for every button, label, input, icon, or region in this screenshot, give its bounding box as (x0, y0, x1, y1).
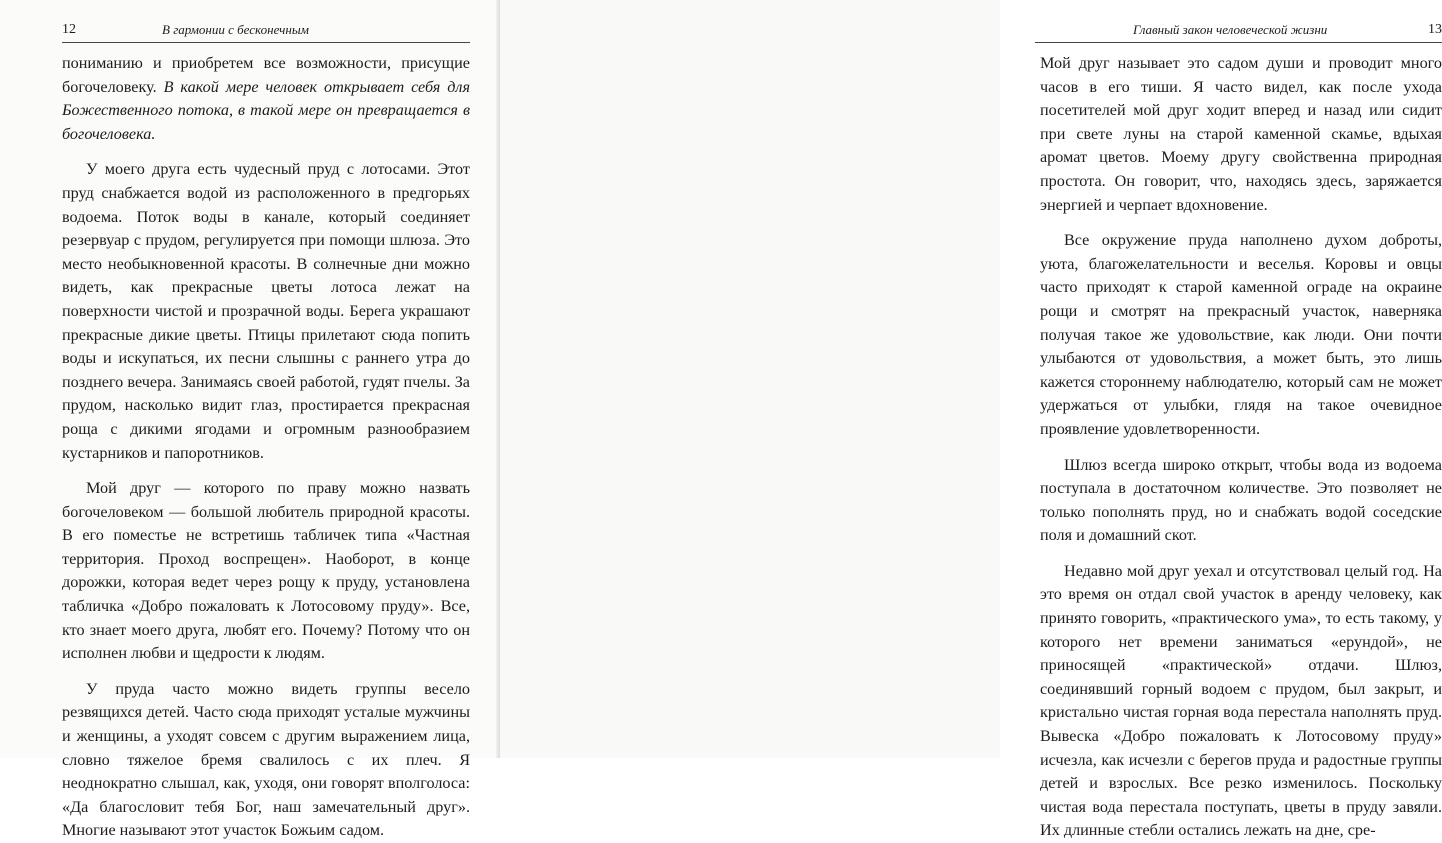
right-paragraph-1: Мой друг называет это садом души и проводит много часов в его тиши. Я часто видел, как после ухода посетителей мой друг ходит вперед и назад или сидит при свете луны на старой каменной скамье, вдыхая аромат цветов. Моему другу свойственна природная простота. Он говорит, что, находясь здесь, заряжается энергией и черпает вдохновение. (1040, 54, 1442, 214)
left-paragraph-1-italic: В какой мере человек открывает себя для Божественного потока, в такой мере он превращается в богочеловека. (62, 77, 470, 143)
right-paragraph-4: Недавно мой друг уехал и отсутствовал целый год. На это время он отдал свой участок в аренду человеку, как принято говорить, «практического ума», то есть такому, у которого нет времени заниматься «ерундой», не приносящей «практической» отдачи. Шлюз, соединявший горный водоем с прудом, был закрыт, и кристально чистая горная вода перестала наполнять пруд. Вывеска «Добро пожаловать к Лотосовому пруду» исчезла, как исчезли с берегов пруда и радостные группы детей и взрослых. Все резко изменилось. Поскольку чистая вода перестала поступать, цветы в пруду завяли. Их длинные стебли остались лежать на дне, сре- (1040, 561, 1442, 840)
left-paragraph-1 (62, 52, 470, 146)
left-page-body (62, 52, 470, 843)
right-paragraph-2: Все окружение пруда наполнено духом доброты, уюта, благожелательности и веселья. Коровы и овцы часто приходят к старой каменной ограде на окраине рощи и смотрят на прекрасный участок, наверняка получая такое же удовольствие, как люди. Они почти улыбаются от удовольствия, а может быть, это лишь кажется стороннему наблюдателю, который сам не может удержаться от улыбки, глядя на такое очевидное проявление удовлетворенности. (1040, 231, 1442, 438)
right-page-number: 13 (1428, 22, 1442, 37)
left-running-head-title: В гармонии с бесконечным (162, 22, 309, 37)
left-page-number: 12 (62, 22, 76, 37)
right-paragraph-3: Шлюз всегда широко открыт, чтобы вода из водоема поступала в достаточном количестве. Это позволяет не только пополнять пруд, но и снабжать водой соседские поля и домашний скот. (1040, 455, 1442, 545)
right-running-head-title: Главный закон человеческой жизни (1133, 22, 1328, 37)
right-page-body (1040, 52, 1442, 843)
left-paragraph-2: У моего друга есть чудесный пруд с лотосами. Этот пруд снабжается водой из расположенного в предгорьях водоема. Поток воды в канале, который соединяет резервуар с прудом, регулируется при помощи шлюза. Это место необыкновенной красоты. В солнечные дни можно видеть, как прекрасные цветы лотоса лежат на поверхности чистой и прозрачной воды. Берега украшают прекрасные дикие цветы. Птицы прилетают сюда попить воды и искупаться, их песни слышны с раннего утра до позднего вечера. Занимаясь своей работой, гудят пчелы. За прудом, насколько видит глаз, простирается прекрасная роща с дикими ягодами и огромным разнообразием кустарников и папоротников. (62, 160, 470, 462)
left-paragraph-1-text: пониманию и приобретем все возможности, присущие богочеловеку. (62, 54, 470, 96)
right-page (500, 0, 1442, 840)
left-running-header (62, 22, 470, 43)
left-paragraph-3: Мой друг — которого по праву можно назвать богочеловеком — большой любитель природной красоты. В его поместье не встретишь табличек типа «Частная территория. Проход воспрещен». Наоборот, в конце дорожки, которая ведет через рощу к пруду, установлена табличка «Добро пожаловать к Лотосовому пруду». Все, кто знает моего друга, любят его. Почему? Потому что он исполнен любви и щедрости к людям. (62, 479, 470, 663)
left-page (0, 0, 500, 840)
right-running-header (1035, 22, 1442, 43)
left-paragraph-4: У пруда часто можно видеть группы весело резвящихся детей. Часто сюда приходят усталые мужчины и женщины, а уходят совсем с другим выражением лица, словно тяжелое бремя свалилось с их плеч. Я неоднократно слышал, как, уходя, они говорят вполголоса: «Да благословит тебя Бог, наш замечательный друг». Многие называют этот участок Божьим садом. (62, 679, 470, 840)
